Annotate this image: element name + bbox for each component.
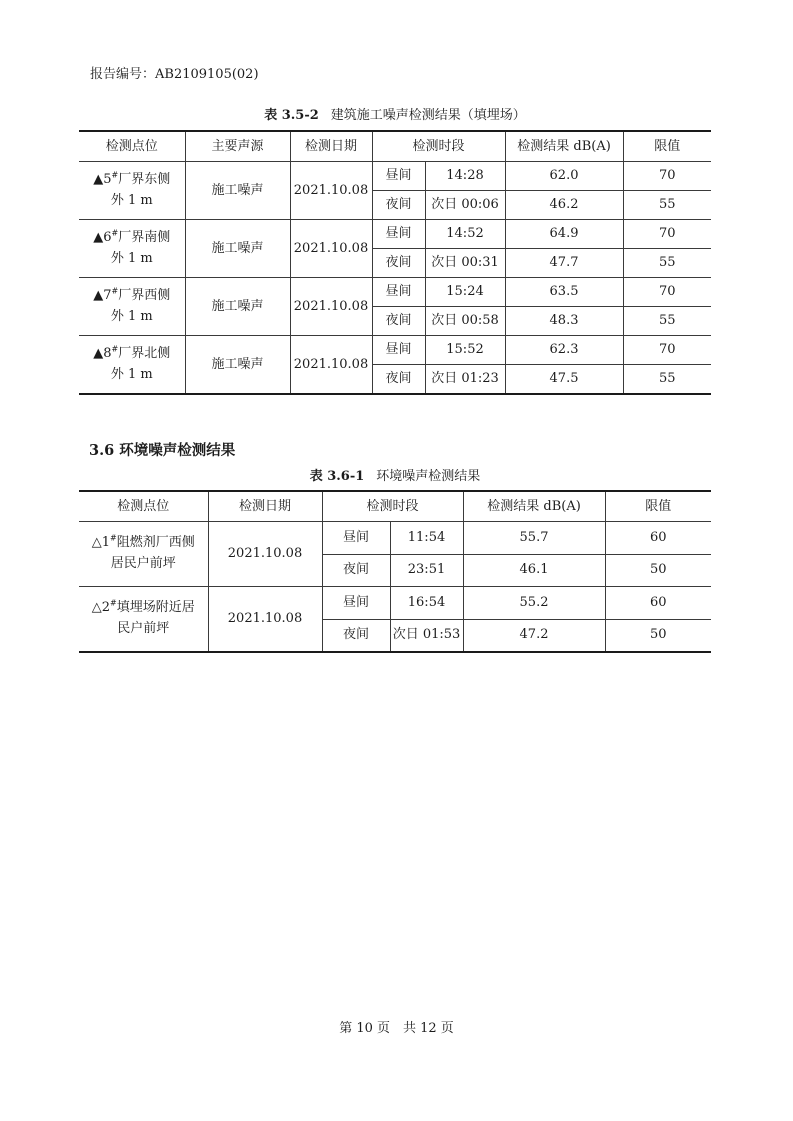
table-row bbox=[79, 278, 711, 307]
table-header-row bbox=[79, 131, 711, 162]
source-cell: 施工噪声 bbox=[185, 336, 290, 395]
time-cell: 次日 01:23 bbox=[425, 365, 505, 395]
col-header-period: 检测时段 bbox=[372, 131, 505, 162]
point-sup: # bbox=[110, 598, 117, 608]
table-row bbox=[79, 336, 711, 365]
limit-cell: 70 bbox=[623, 336, 711, 365]
point-line1: 阻燃剂厂西侧 bbox=[116, 535, 195, 551]
result-cell: 46.2 bbox=[505, 191, 623, 220]
limit-cell: 55 bbox=[623, 365, 711, 395]
point-line1: 填埋场附近居 bbox=[116, 600, 195, 616]
section-heading: 3.6 环境噪声检测结果 bbox=[89, 442, 236, 459]
date-cell: 2021.10.08 bbox=[290, 278, 372, 336]
point-prefix: ▲5 bbox=[93, 171, 112, 187]
period-cell: 夜间 bbox=[372, 249, 425, 278]
result-cell: 46.1 bbox=[463, 554, 605, 587]
caption-number: 表 3.5-2 bbox=[264, 108, 319, 123]
time-cell: 23:51 bbox=[390, 554, 463, 587]
table-row bbox=[79, 162, 711, 191]
caption-title: 建筑施工噪声检测结果（填埋场） bbox=[330, 108, 526, 123]
limit-cell: 70 bbox=[623, 162, 711, 191]
point-sup: # bbox=[111, 170, 119, 180]
table-row bbox=[79, 522, 711, 555]
period-cell: 夜间 bbox=[372, 307, 425, 336]
point-line2: 外 1 m bbox=[110, 308, 153, 324]
table-3-5-2-caption bbox=[79, 104, 711, 123]
point-line2: 居民户前坪 bbox=[110, 556, 176, 571]
time-cell: 次日 01:53 bbox=[390, 619, 463, 652]
page-footer: 第 10 页 共 12 页 bbox=[339, 1021, 454, 1036]
point-line1: 厂界南侧 bbox=[118, 229, 171, 245]
point-line2: 外 1 m bbox=[110, 366, 153, 382]
point-cell bbox=[79, 336, 185, 395]
point-line2: 外 1 m bbox=[110, 250, 153, 266]
time-cell: 14:52 bbox=[425, 220, 505, 249]
point-line2: 外 1 m bbox=[110, 192, 153, 208]
point-cell bbox=[79, 162, 185, 220]
point-sup: # bbox=[111, 286, 119, 296]
col-header-source: 主要声源 bbox=[185, 131, 290, 162]
source-cell: 施工噪声 bbox=[185, 278, 290, 336]
col-header-period: 检测时段 bbox=[322, 491, 463, 522]
period-cell: 昼间 bbox=[372, 278, 425, 307]
time-cell: 15:52 bbox=[425, 336, 505, 365]
point-cell bbox=[79, 220, 185, 278]
period-cell: 昼间 bbox=[322, 522, 390, 555]
limit-cell: 70 bbox=[623, 220, 711, 249]
col-header-point: 检测点位 bbox=[79, 491, 208, 522]
col-header-date: 检测日期 bbox=[290, 131, 372, 162]
point-sup: # bbox=[111, 228, 119, 238]
col-header-result: 检测结果 dB(A) bbox=[463, 491, 605, 522]
col-header-date: 检测日期 bbox=[208, 491, 322, 522]
limit-cell: 50 bbox=[605, 554, 711, 587]
time-cell: 16:54 bbox=[390, 587, 463, 620]
col-header-result: 检测结果 dB(A) bbox=[505, 131, 623, 162]
report-number: 报告编号：AB2109105(02) bbox=[90, 67, 259, 82]
point-cell bbox=[79, 587, 208, 653]
date-cell: 2021.10.08 bbox=[208, 522, 322, 587]
result-cell: 62.3 bbox=[505, 336, 623, 365]
point-prefix: △1 bbox=[91, 535, 111, 551]
time-cell: 14:28 bbox=[425, 162, 505, 191]
period-cell: 昼间 bbox=[372, 220, 425, 249]
period-cell: 昼间 bbox=[372, 336, 425, 365]
table-row bbox=[79, 587, 711, 620]
period-cell: 夜间 bbox=[322, 619, 390, 652]
table-header-row bbox=[79, 491, 711, 522]
time-cell: 次日 00:31 bbox=[425, 249, 505, 278]
point-cell bbox=[79, 522, 208, 587]
point-sup: # bbox=[111, 344, 119, 354]
date-cell: 2021.10.08 bbox=[290, 220, 372, 278]
point-line1: 厂界北侧 bbox=[118, 345, 171, 361]
limit-cell: 70 bbox=[623, 278, 711, 307]
col-header-limit: 限值 bbox=[623, 131, 711, 162]
limit-cell: 55 bbox=[623, 307, 711, 336]
result-cell: 62.0 bbox=[505, 162, 623, 191]
point-cell bbox=[79, 278, 185, 336]
time-cell: 次日 00:06 bbox=[425, 191, 505, 220]
result-cell: 47.2 bbox=[463, 619, 605, 652]
time-cell: 次日 00:58 bbox=[425, 307, 505, 336]
point-prefix: ▲7 bbox=[93, 287, 112, 303]
date-cell: 2021.10.08 bbox=[290, 336, 372, 395]
result-cell: 48.3 bbox=[505, 307, 623, 336]
period-cell: 夜间 bbox=[372, 365, 425, 395]
date-cell: 2021.10.08 bbox=[290, 162, 372, 220]
limit-cell: 60 bbox=[605, 522, 711, 555]
caption-number: 表 3.6-1 bbox=[309, 469, 365, 484]
period-cell: 昼间 bbox=[372, 162, 425, 191]
point-sup: # bbox=[110, 533, 117, 543]
col-header-point: 检测点位 bbox=[79, 131, 185, 162]
limit-cell: 55 bbox=[623, 249, 711, 278]
environment-noise-table bbox=[79, 490, 711, 653]
caption-title: 环境噪声检测结果 bbox=[376, 469, 481, 484]
point-prefix: ▲8 bbox=[93, 345, 112, 361]
limit-cell: 50 bbox=[605, 619, 711, 652]
period-cell: 夜间 bbox=[372, 191, 425, 220]
limit-cell: 60 bbox=[605, 587, 711, 620]
source-cell: 施工噪声 bbox=[185, 220, 290, 278]
result-cell: 64.9 bbox=[505, 220, 623, 249]
result-cell: 47.7 bbox=[505, 249, 623, 278]
result-cell: 47.5 bbox=[505, 365, 623, 395]
table-3-6-1-caption bbox=[79, 465, 711, 484]
point-prefix: ▲6 bbox=[93, 229, 112, 245]
period-cell: 夜间 bbox=[322, 554, 390, 587]
result-cell: 55.2 bbox=[463, 587, 605, 620]
limit-cell: 55 bbox=[623, 191, 711, 220]
time-cell: 15:24 bbox=[425, 278, 505, 307]
construction-noise-table bbox=[79, 130, 711, 395]
time-cell: 11:54 bbox=[390, 522, 463, 555]
period-cell: 昼间 bbox=[322, 587, 390, 620]
result-cell: 55.7 bbox=[463, 522, 605, 555]
table-row bbox=[79, 220, 711, 249]
source-cell: 施工噪声 bbox=[185, 162, 290, 220]
point-prefix: △2 bbox=[91, 600, 111, 616]
result-cell: 63.5 bbox=[505, 278, 623, 307]
date-cell: 2021.10.08 bbox=[208, 587, 322, 653]
col-header-limit: 限值 bbox=[605, 491, 711, 522]
point-line2: 民户前坪 bbox=[117, 621, 170, 636]
point-line1: 厂界东侧 bbox=[118, 171, 171, 187]
point-line1: 厂界西侧 bbox=[118, 287, 171, 303]
